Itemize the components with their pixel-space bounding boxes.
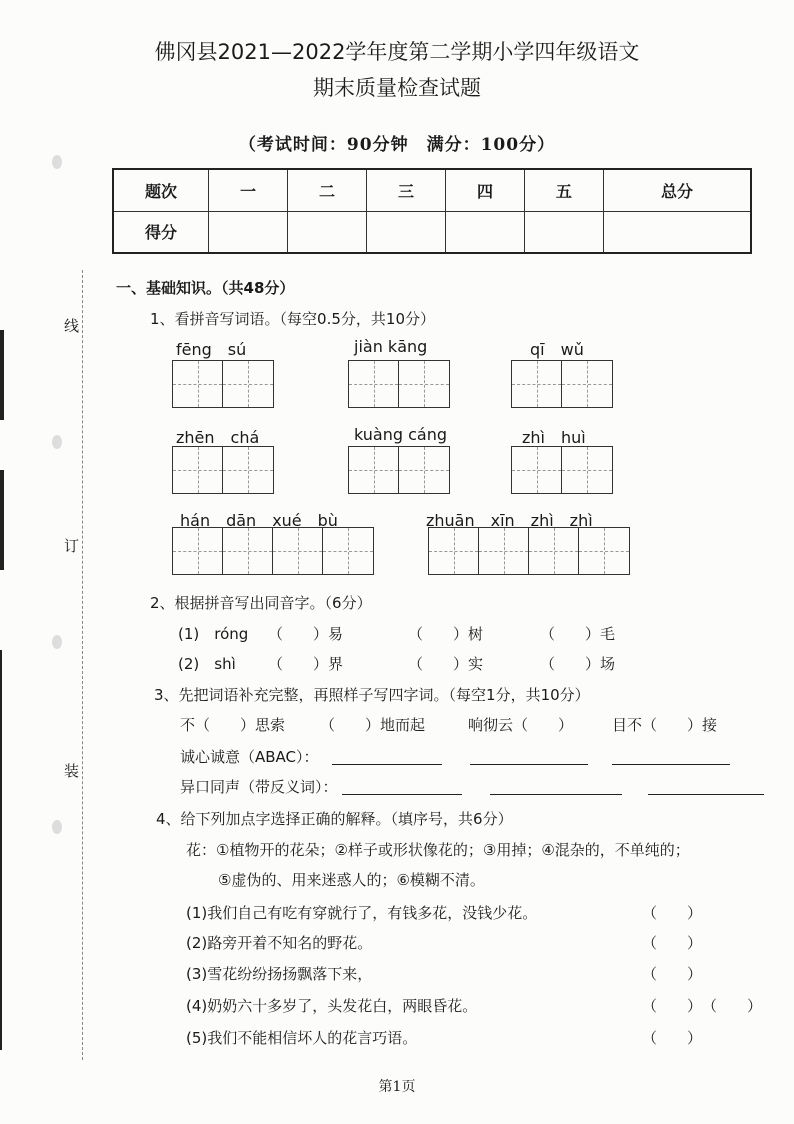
answer-line[interactable] [470, 764, 588, 765]
section1-heading: 一、基础知识。（共48分） [116, 279, 295, 297]
pinyin-label: fēng sú [176, 340, 247, 359]
pinyin-label: zhì huì [522, 428, 586, 447]
binding-line [82, 270, 83, 1060]
q4-answer-blank[interactable]: （ ） [642, 904, 703, 922]
q2-row1-label: (1) róng [178, 625, 249, 643]
punch-hole [52, 155, 62, 169]
q2-blank[interactable]: （ ）场 [540, 655, 616, 673]
answer-line[interactable] [342, 794, 462, 795]
punch-hole [52, 635, 62, 649]
score-header: 题次 [113, 169, 209, 211]
writing-boxes[interactable] [172, 527, 374, 575]
title-line2: 期末质量检查试题 [313, 76, 481, 100]
answer-line[interactable] [612, 764, 730, 765]
pinyin-label: zhēn chá [176, 428, 260, 447]
q4-sentence: (3)雪花纷纷扬扬飘落下来， [186, 965, 373, 983]
q1-prompt: 1、看拼音写词语。（每空0.5分，共10分） [150, 310, 435, 328]
score-table [112, 168, 752, 254]
q2-blank[interactable]: （ ）树 [408, 625, 484, 643]
writing-boxes[interactable] [348, 446, 450, 494]
punch-hole [52, 820, 62, 834]
answer-line[interactable] [648, 794, 764, 795]
writing-boxes[interactable] [428, 527, 630, 575]
pinyin-label: jiàn kāng [354, 337, 428, 356]
q3-word[interactable]: 不（ ）思索 [180, 716, 286, 734]
q4-def2: ⑤虚伪的、用来迷惑人的；⑥模糊不清。 [218, 871, 485, 889]
writing-boxes[interactable] [511, 360, 613, 408]
score-cell[interactable] [366, 211, 445, 253]
answer-line[interactable] [490, 794, 622, 795]
writing-boxes[interactable] [511, 446, 613, 494]
q4-sentence: (1)我们自己有吃有穿就行了，有钱多花，没钱少花。 [186, 904, 538, 922]
score-header: 总分 [603, 169, 751, 211]
edge-mark [0, 650, 2, 1050]
q3-abac-label: 诚心诚意（ABAC）： [180, 748, 319, 766]
q3-word[interactable]: （ ）地而起 [320, 716, 426, 734]
q4-answer-blank[interactable]: （ ） [642, 965, 703, 983]
margin-char-ding: 订 [64, 537, 80, 555]
q4-def1: 花：①植物开的花朵；②样子或形状像花的；③用掉；④混杂的，不单纯的； [186, 841, 690, 859]
score-cell[interactable] [287, 211, 366, 253]
q4-answer-blank[interactable]: （ ） [702, 997, 763, 1015]
q4-answer-blank[interactable]: （ ） [642, 934, 703, 952]
q3-antonym-label: 异口同声（带反义词）： [180, 778, 338, 796]
answer-line[interactable] [332, 764, 442, 765]
score-row-label: 得分 [113, 211, 209, 253]
q2-prompt: 2、根据拼音写出同音字。（6分） [150, 594, 372, 612]
q3-word[interactable]: 目不（ ）接 [612, 716, 718, 734]
q2-blank[interactable]: （ ）界 [268, 655, 344, 673]
q2-row2-label: (2) shì [178, 655, 236, 673]
q4-sentence: (4)奶奶六十多岁了，头发花白，两眼昏花。 [186, 997, 478, 1015]
q4-sentence: (2)路旁开着不知名的野花。 [186, 934, 373, 952]
score-cell[interactable] [209, 211, 288, 253]
q2-blank[interactable]: （ ）毛 [540, 625, 616, 643]
q2-blank[interactable]: （ ）易 [268, 625, 344, 643]
score-cell[interactable] [445, 211, 524, 253]
score-header: 四 [445, 169, 524, 211]
punch-hole [52, 435, 62, 449]
pinyin-label: qī wǔ [530, 340, 584, 359]
q3-prompt: 3、先把词语补充完整，再照样子写四字词。（每空1分，共10分） [154, 686, 590, 704]
margin-char-zhuang: 装 [64, 762, 80, 780]
score-cell[interactable] [524, 211, 603, 253]
score-header: 二 [287, 169, 366, 211]
writing-boxes[interactable] [348, 360, 450, 408]
score-header: 五 [524, 169, 603, 211]
q4-answer-blank[interactable]: （ ） [642, 1029, 703, 1047]
score-cell[interactable] [603, 211, 751, 253]
margin-char-xian: 线 [64, 317, 80, 335]
pinyin-label: zhuān xīn zhì zhì [426, 511, 593, 530]
margin-side-text [0, 760, 2, 805]
writing-boxes[interactable] [172, 360, 274, 408]
edge-mark [0, 330, 4, 420]
writing-boxes[interactable] [172, 446, 274, 494]
pinyin-label: kuàng cáng [354, 425, 447, 444]
score-header: 一 [209, 169, 288, 211]
q2-blank[interactable]: （ ）实 [408, 655, 484, 673]
pinyin-label: hán dān xué bù [180, 511, 338, 530]
q3-word[interactable]: 响彻云（ ） [468, 716, 574, 734]
edge-mark [0, 470, 4, 570]
title-line1: 佛冈县2021—2022学年度第二学期小学四年级语文 [154, 40, 640, 64]
exam-info: （考试时间：90分钟 满分：100分） [238, 135, 556, 155]
page-number: 第1页 [378, 1079, 416, 1095]
q4-sentence: (5)我们不能相信坏人的花言巧语。 [186, 1029, 418, 1047]
q4-prompt: 4、给下列加点字选择正确的解释。（填序号，共6分） [156, 810, 513, 828]
q4-answer-blank[interactable]: （ ） [642, 997, 703, 1015]
score-header: 三 [366, 169, 445, 211]
